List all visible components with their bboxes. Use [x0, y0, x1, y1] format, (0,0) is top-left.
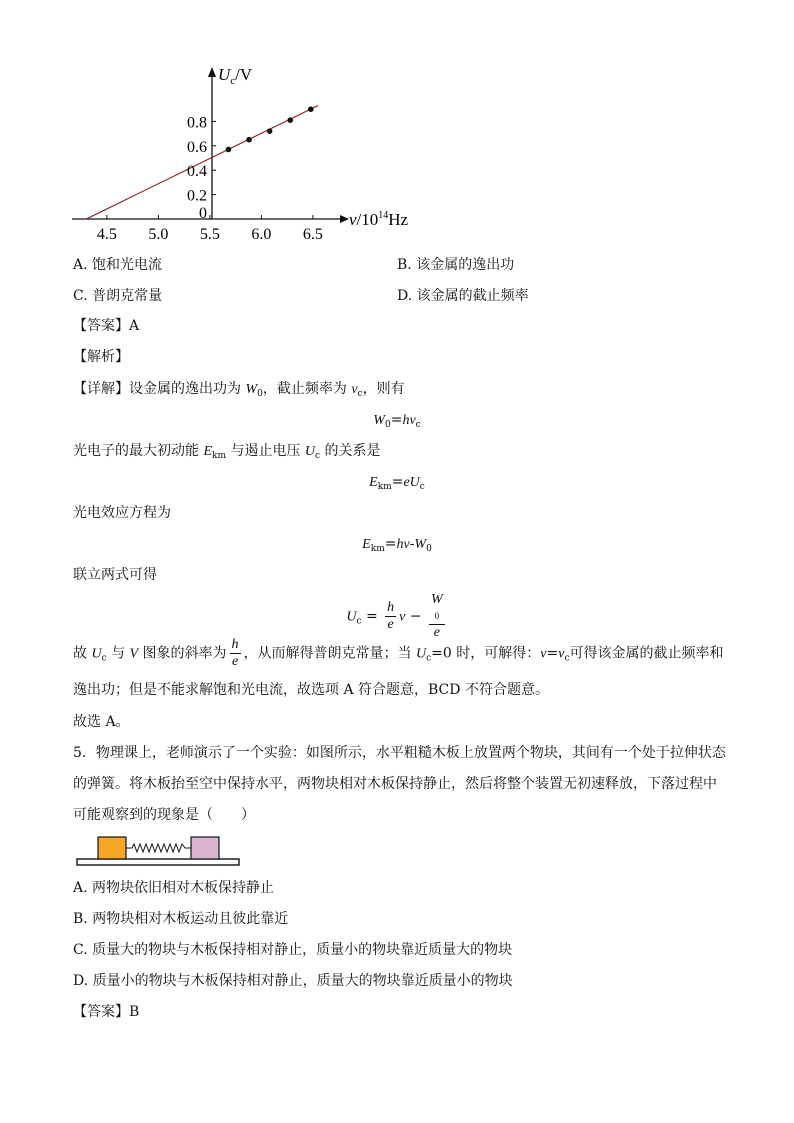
y-axis-var: U	[218, 65, 231, 84]
y-axis-sub: c	[230, 75, 236, 87]
detail-line-2: 光电子的最大初动能 $E_{km}$ 与遏止电压 $U_c$ 的关系是	[73, 443, 381, 461]
detail-line-3: 光电效应方程为	[73, 505, 171, 521]
y-tick-label-4: 0.2	[187, 187, 207, 205]
q5-option-d: D. 质量小的物块与木板保持相对静止，质量大的物块靠近质量小的物块	[73, 973, 513, 989]
x-axis-exp: 14	[378, 210, 389, 221]
x-tick-label-1: 4.5	[96, 226, 117, 243]
q5-line-1: 5．物理课上，老师演示了一个实验：如图所示，水平粗糙木板上放置两个物块，其间有一个处于拉伸状态	[73, 745, 726, 761]
option-c: C. 普朗克常量	[73, 288, 163, 304]
data-point-2	[246, 137, 252, 143]
answer-q5: 【答案】B	[73, 1004, 140, 1020]
wooden-board	[77, 859, 239, 865]
q5-option-a: A. 两物块依旧相对木板保持静止	[73, 880, 275, 896]
equation-1: $W_0=h\nu_c$	[373, 412, 421, 430]
data-point-1	[226, 147, 232, 153]
fraction-slope: $\frac{h}{e}$	[231, 637, 239, 669]
right-block	[191, 837, 219, 859]
x-axis-label	[349, 210, 409, 229]
y-tick-label-1: 0.8	[187, 114, 207, 132]
data-point-3	[267, 128, 273, 134]
x-tick-label-4: 6.0	[251, 226, 272, 243]
q5-line-2: 的弹簧。将木板抬至空中保持水平，两物块相对木板保持静止，然后将整个装置无初速释放，下落过程中	[73, 776, 717, 792]
fraction-h-over-e: $\frac{h}{e}$	[387, 600, 395, 632]
option-b: B. 该金属的逸出功	[397, 257, 515, 273]
q5-line-3: 可能观察到的现象是（ ）	[73, 807, 255, 823]
y-tick-label-5: 0	[199, 205, 207, 222]
spring-blocks-diagram	[76, 834, 246, 870]
data-point-4	[287, 117, 293, 123]
x-axis-arrow	[340, 215, 349, 223]
y-axis-unit: /V	[235, 65, 253, 84]
equation-2: $E_{km}=eU_c$	[369, 474, 425, 492]
data-point-5	[308, 106, 314, 112]
x-axis-unit-post: Hz	[388, 210, 409, 229]
option-d: D. 该金属的截止频率	[397, 288, 529, 304]
x-tick-label-3: 5.5	[199, 226, 220, 243]
q5-option-c: C. 质量大的物块与木板保持相对静止，质量小的物块靠近质量大的物块	[73, 942, 513, 958]
chart-points-group	[226, 106, 314, 152]
chart-axes	[72, 67, 349, 223]
answer-q4: 【答案】A	[73, 318, 140, 334]
uc-frequency-chart	[0, 55, 440, 250]
y-axis-label	[218, 65, 253, 87]
chart-ticks-group	[97, 114, 323, 243]
y-tick-label-2: 0.6	[187, 138, 207, 156]
detail-line-6: 逸出功；但是不能求解饱和光电流，故选项 A 符合题意，BCD 不符合题意。	[73, 682, 549, 698]
spring	[126, 844, 191, 852]
q5-option-b: B. 两物块相对木板运动且彼此靠近	[73, 911, 289, 927]
equation-3: $E_{km}=h\nu-W_0$	[362, 536, 432, 554]
x-axis-var: ν	[349, 210, 357, 229]
x-tick-label-2: 5.0	[148, 226, 169, 243]
equation-4: $U_c$ = $\frac{h}{e}$ ν − W 0 e	[346, 592, 443, 640]
x-tick-label-5: 6.5	[302, 226, 323, 243]
detail-line-5: 故 $U_c$ 与 V 图象的斜率为 $\frac{h}{e}$ ，从而解得普朗克常量；当 $U_c=0$ 时，可解得：$\nu=\nu_c$可得该金属的截止频率和	[73, 637, 724, 669]
y-tick-label-3: 0.4	[187, 163, 207, 181]
analysis-label: 【解析】	[73, 349, 129, 365]
option-a: A. 饱和光电流	[73, 257, 163, 273]
left-block	[98, 837, 126, 859]
detail-line-7: 故选 A。	[73, 714, 130, 730]
y-axis-arrow	[208, 67, 216, 77]
detail-line-4: 联立两式可得	[73, 567, 157, 583]
fraction-w-over-e: W 0 e	[431, 592, 443, 640]
x-axis-unit-pre: /10	[356, 210, 379, 229]
detail-line-1: 【详解】设金属的逸出功为 $W_0$，截止频率为 $\nu_c$，则有	[73, 381, 405, 399]
